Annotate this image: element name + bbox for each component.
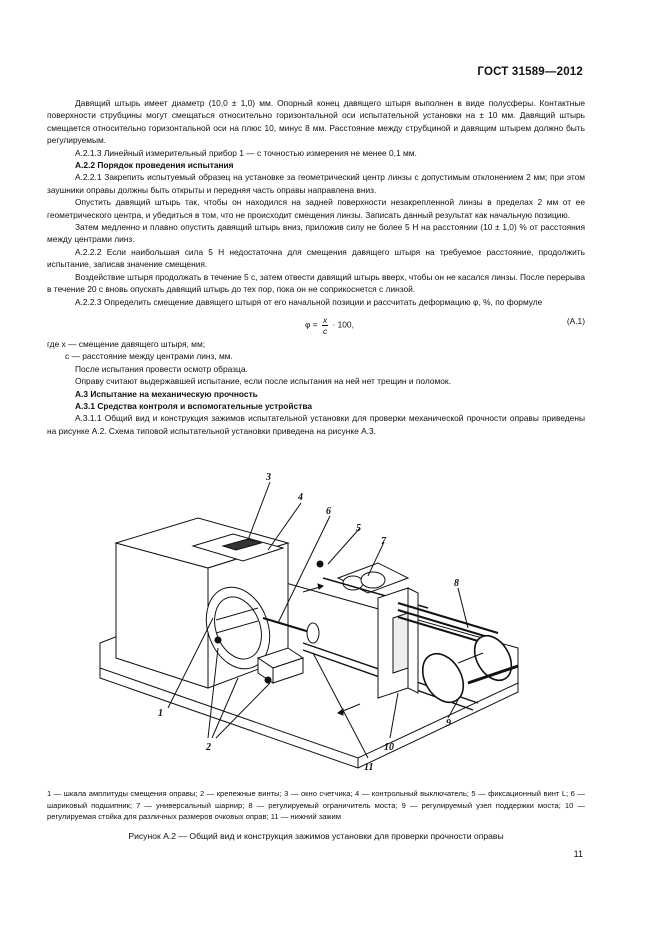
formula-a1 — [47, 308, 585, 338]
paragraph: А.3.1.1 Общий вид и конструкция зажимов испытательной установки для проверки механической прочности оправы приведены на рисунке А.2. Схема типовой испытательной установки приведена на рисунке А.3. — [47, 413, 585, 436]
formula-denominator: c — [322, 325, 328, 336]
figure-label: 11 — [364, 762, 374, 773]
paragraph: Опустить давящий штырь так, чтобы он находился на задней поверхности незакрепленной линзы в пределах 2 мм от ее геометрического центра, и убедиться в том, что не происходит смещения линзы. Записать данный результат как начальную позицию. — [47, 197, 585, 220]
standard-header: ГОСТ 31589—2012 — [477, 66, 583, 78]
paragraph: Воздействие штыря продолжать в течение 5 с, затем отвести давящий штырь вверх, чтобы он не касался линзы. После перерыва в течение 20 с вновь опускать давящий штырь до тех пор, пока он не соприкоснется с линзой. — [47, 271, 585, 295]
page-number: 11 — [573, 849, 583, 859]
figure-label: 3 — [266, 472, 271, 483]
body-text — [47, 97, 585, 437]
figure-caption: Рисунок А.2 — Общий вид и конструкция зажимов установки для проверки прочности оправы — [128, 831, 504, 841]
paragraph: А.2.1.3 Линейный измерительный прибор 1 — с точностью измерения не менее 0,1 мм. — [75, 147, 417, 158]
paragraph: А.2.2.3 Определить смещение давящего штыря от его начальной позиции и рассчитать деформацию φ, %, по формуле — [75, 296, 543, 307]
glossary-line: c — расстояние между центрами линз, мм. — [65, 351, 233, 362]
figure-label: 5 — [356, 523, 361, 534]
figure-label: 9 — [446, 718, 451, 729]
figure-label: 10 — [384, 742, 394, 753]
figure-legend: 1 — шкала амплитуды смещения оправы; 2 — крепежные винты; 3 — окно счетчика; 4 — контрольный выключатель; 5 — фиксационный винт L; 6 — шариковый подшипник; 7 — универсальный шарнир; 8 — регулируемый ограничитель моста; 9 — регулируемый узел поддержки моста; 10 — регулируемая стойка для различных размеров очковых оправ; 11 — нижний зажим — [47, 789, 585, 821]
section-heading: А.3 Испытание на механическую прочность — [75, 388, 258, 399]
figure-label: 4 — [298, 492, 303, 503]
paragraph: А.2.2.1 Закрепить испытуемый образец на установке за геометрический центр линзы с допустимым отклонением 2 мм; при этом заушники оправы должны быть открыты и передняя часть оправы направлена вниз. — [47, 172, 585, 195]
formula-number: (А.1) — [566, 315, 585, 326]
figure-label: 7 — [381, 536, 386, 547]
formula-numerator: x — [322, 314, 328, 325]
glossary-line: где x — смещение давящего штыря, мм; — [47, 338, 206, 349]
section-heading: А.2.2 Порядок проведения испытания — [75, 160, 234, 171]
paragraph: А.2.2.2 Если наибольшая сила 5 Н недостаточна для смещения давящего штыря на требуемое расстояние, продолжить испытание, записав значение смещения. — [47, 246, 585, 270]
figure-label: 6 — [326, 506, 331, 517]
figure-label: 1 — [158, 708, 163, 719]
formula-rhs: · 100, — [332, 319, 354, 330]
formula-lhs: φ = — [305, 319, 318, 330]
paragraph: После испытания провести осмотр образца. — [75, 363, 248, 374]
paragraph: Затем медленно и плавно опустить давящий штырь вниз, приложив силу не более 5 Н на расстоянии (10 ± 1,0) % от расстояния между центрами линз. — [47, 222, 585, 245]
formula-fraction — [322, 315, 328, 336]
section-heading: А.3.1 Средства контроля и вспомогательные устройства — [75, 400, 313, 411]
paragraph: Давящий штырь имеет диаметр (10,0 ± 1,0) мм. Опорный конец давящего штыря выполнен в виде полусферы. Контактные поверхности струбцины могут смещаться относительно горизонтальной оси испытательной установки на ± 10 мм. Давящий штырь смещается относительно горизонтальной оси на плюс 10, минус 8 мм. Расстояние между струбциной и давящим штырем должно быть регулируемым. — [47, 98, 585, 146]
figure-label: 2 — [206, 742, 211, 753]
figure-label: 8 — [454, 578, 459, 589]
test-rig-figure — [98, 468, 528, 780]
paragraph: Оправу считают выдержавшей испытание, если после испытания на ней нет трещин и поломок. — [75, 376, 451, 387]
